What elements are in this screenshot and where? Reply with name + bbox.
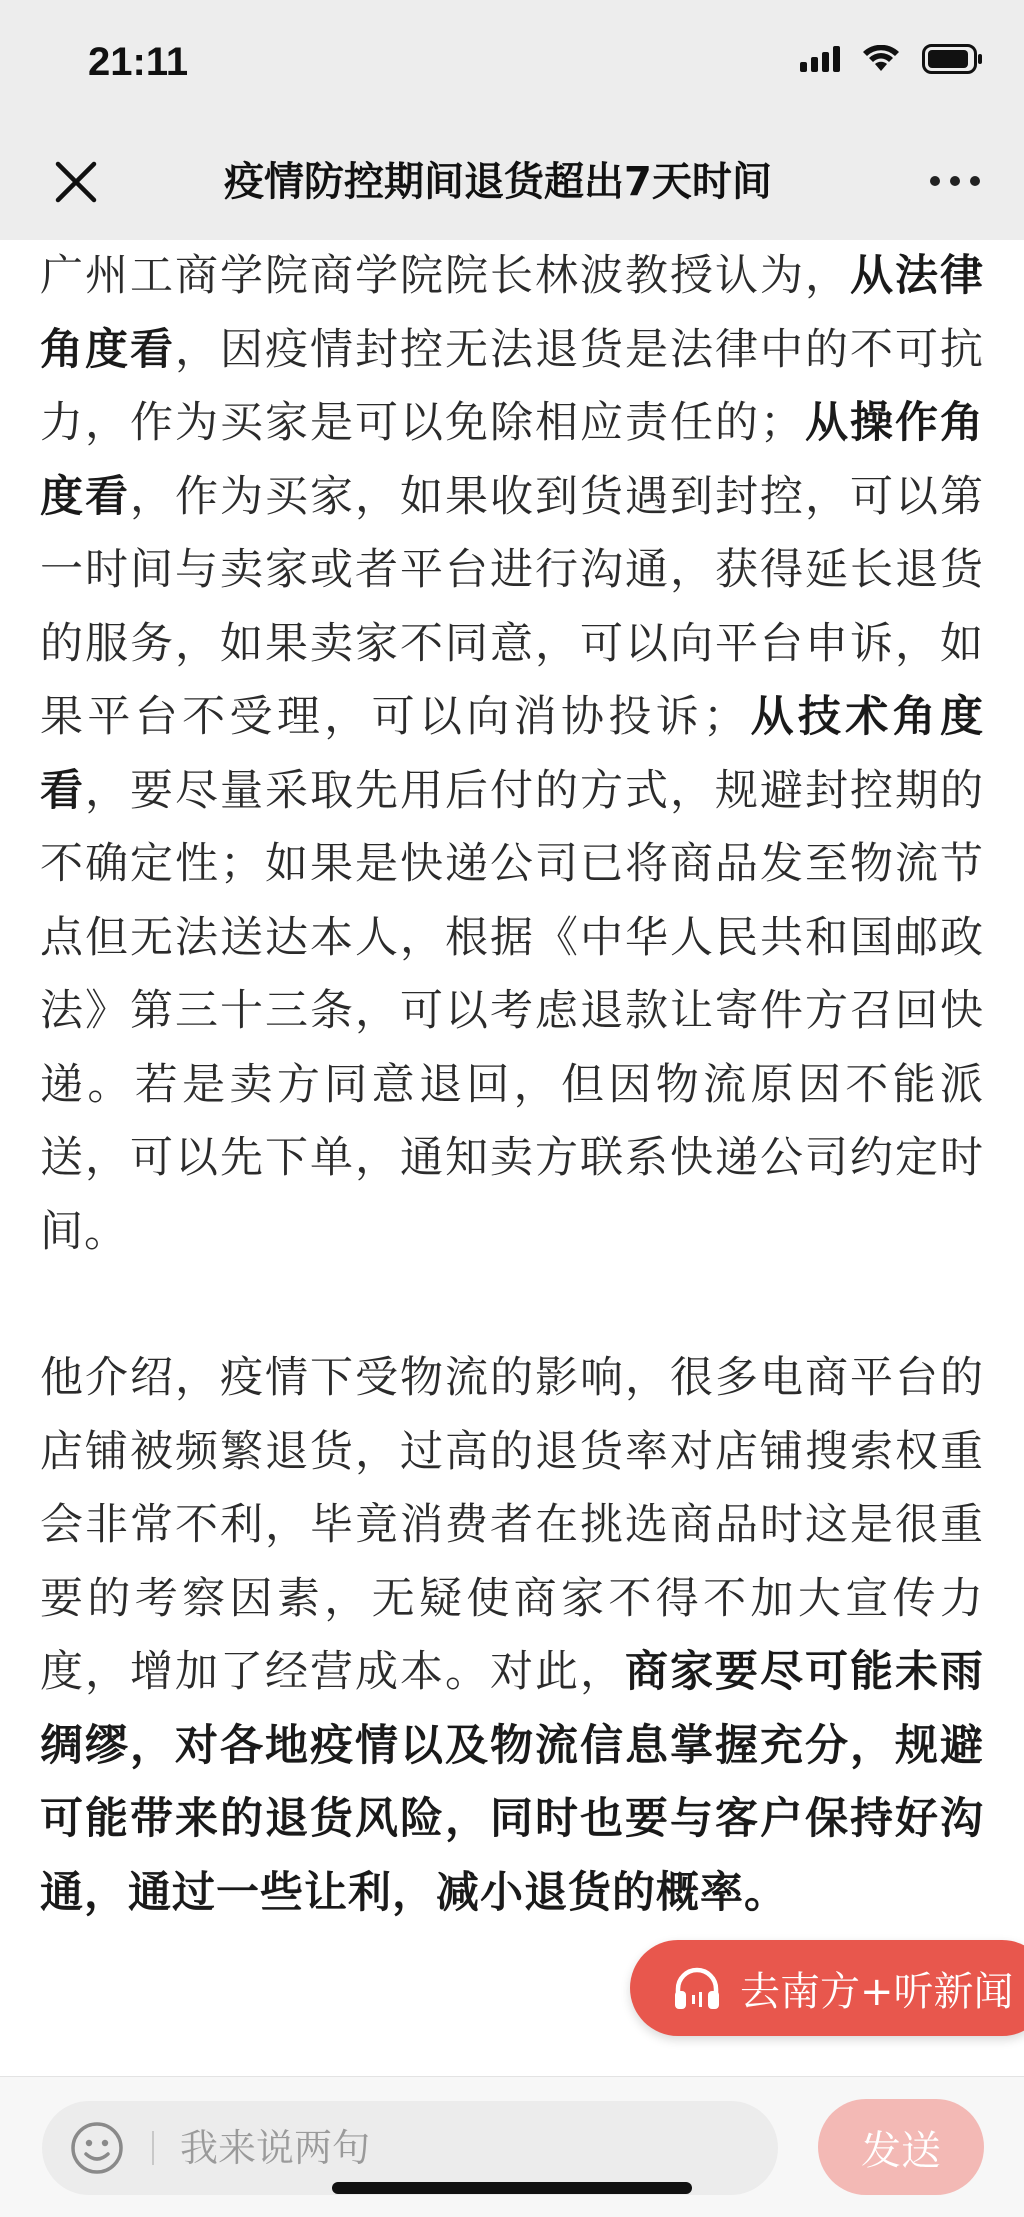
battery-icon: [922, 44, 984, 74]
send-button[interactable]: 发送: [818, 2099, 984, 2195]
more-icon[interactable]: [930, 176, 980, 186]
bold-text-segment: 从操作角度看: [40, 398, 984, 522]
signal-icon: [800, 46, 840, 72]
status-time: 21:11: [88, 40, 189, 84]
listen-news-label: 去南方+听新闻: [740, 1968, 1014, 2015]
text-segment: 他介绍，疫情下受物流的影响，很多电商平台的店铺被频繁退货，过高的退货率对店铺搜索权重会非常不利，毕竟消费者在挑选商品时这是很重要的考察因素，无疑使商家不得不加大宣传力度，增加了经营成本。对此，: [40, 1353, 984, 1697]
comment-bar: [0, 2076, 1024, 2217]
article-body: [40, 240, 984, 1930]
input-divider: [152, 2131, 154, 2165]
status-icons: [800, 44, 984, 74]
text-segment: ，作为买家，如果收到货遇到封控，可以第一时间与卖家或者平台进行沟通，获得延长退货的服务，如果卖家不同意，可以向平台申诉，如果平台不受理，可以向消协投诉；: [40, 471, 984, 742]
text-segment: ，因疫情封控无法退货是法律中的不可抗力，作为买家是可以免除相应责任的；: [40, 324, 984, 448]
page-title: 疫情防控期间退货超出7天时间: [224, 159, 772, 205]
wifi-icon: [862, 45, 900, 73]
headphones-icon: [672, 1965, 722, 2011]
bold-text-segment: 从法律角度看: [40, 251, 984, 375]
close-icon[interactable]: [52, 158, 100, 206]
emoji-icon[interactable]: [70, 2121, 124, 2175]
text-segment: ，要尽量采取先用后付的方式，规避封控期的不确定性；如果是快递公司已将商品发至物流节点但无法送达本人，根据《中华人民共和国邮政法》第三十三条，可以考虑退款让寄件方召回快递。若是卖方同意退回，但因物流原因不能派送，可以先下单，通知卖方联系快递公司约定时间。: [40, 765, 984, 1257]
bold-text-segment: 商家要尽可能未雨绸缪，对各地疫情以及物流信息掌握充分，规避可能带来的退货风险，同时也要与客户保持好沟通，通过一些让利，减小退货的概率。: [40, 1647, 984, 1918]
article-paragraph-1: [40, 240, 984, 1269]
top-bar: [0, 0, 1024, 240]
text-segment: 广州工商学院商学院院长林波教授认为，: [40, 251, 850, 301]
bold-text-segment: 从技术角度看: [40, 692, 985, 816]
home-indicator: [332, 2182, 692, 2194]
listen-news-button[interactable]: [630, 1940, 1024, 2036]
comment-placeholder: 我来说两句: [180, 2126, 371, 2170]
article-paragraph-2: [40, 1342, 984, 1930]
title-fade: [780, 150, 840, 214]
comment-input[interactable]: [42, 2101, 778, 2195]
